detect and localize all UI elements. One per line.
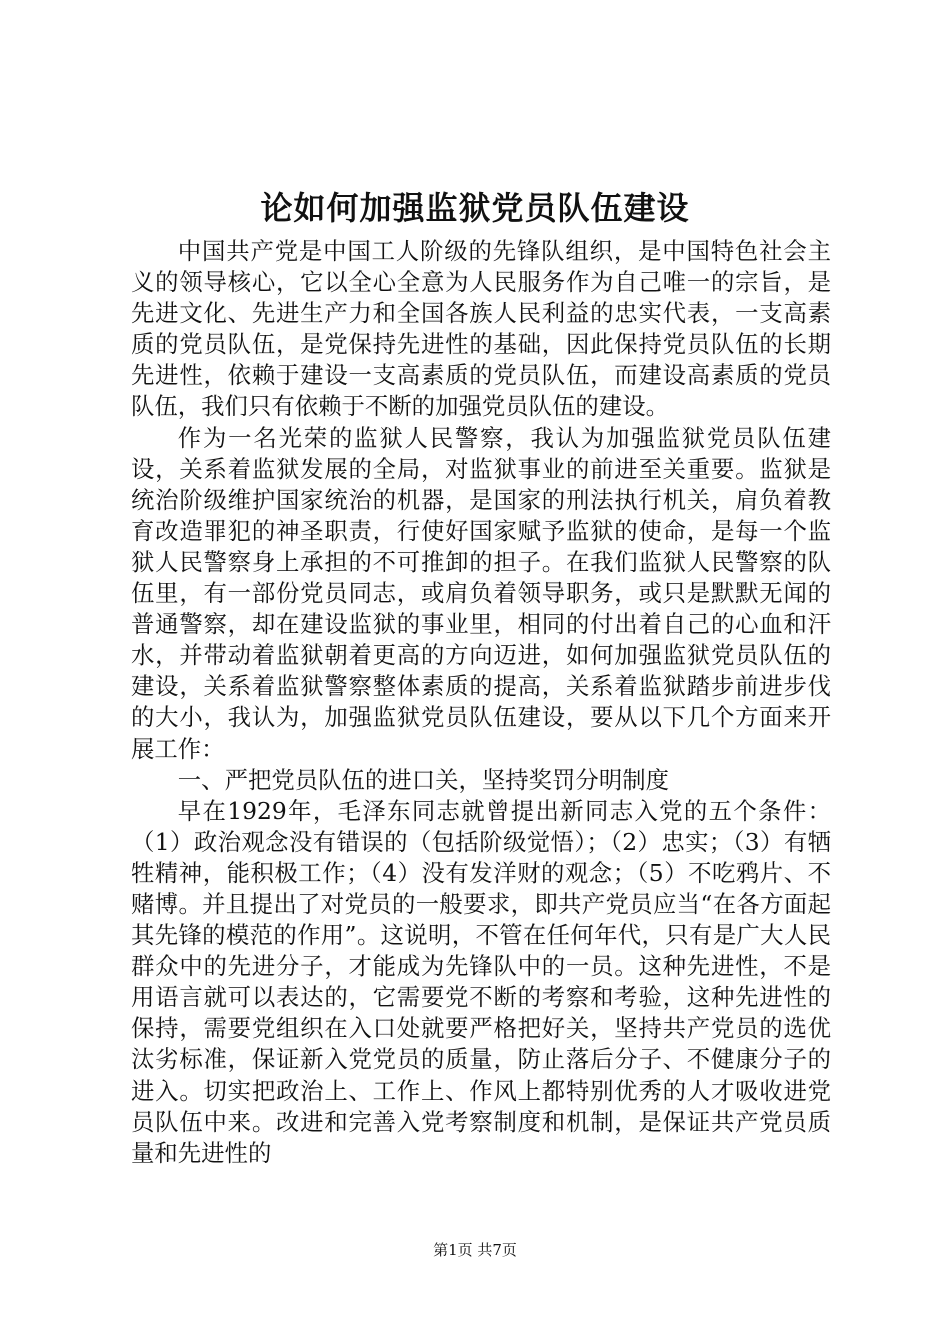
document-body bbox=[131, 236, 831, 1169]
paragraph-prison-police: 作为一名光荣的监狱人民警察，我认为加强监狱党员队伍建设，关系着监狱发展的全局，对监狱事业的前进至关重要。监狱是统治阶级维护国家统治的机器，是国家的刑法执行机关，肩负着教育改造罪犯的神圣职责，行使好国家赋予监狱的使命，是每一个监狱人民警察身上承担的不可推卸的担子。在我们监狱人民警察的队伍里，有一部份党员同志，或肩负着领导职务，或只是默默无闻的普通警察，却在建设监狱的事业里，相同的付出着自己的心血和汗水，并带动着监狱朝着更高的方向迈进，如何加强监狱党员队伍的建设，关系着监狱警察整体素质的提高，关系着监狱踏步前进步伐的大小，我认为，加强监狱党员队伍建设，要从以下几个方面来开展工作： bbox=[131, 423, 831, 763]
document-title: 论如何加强监狱党员队伍建设 bbox=[260, 189, 690, 227]
page-number-footer: 第1页 共7页 bbox=[433, 1241, 517, 1259]
paragraph-section-1: 早在1929年，毛泽东同志就曾提出新同志入党的五个条件：（1）政治观念没有错误的（包括阶级觉悟）；（2）忠实；（3）有牺牲精神，能积极工作；（4）没有发洋财的观念；（5）不吃鸦片、不赌博。并且提出了对党员的一般要求，即共产党员应当“在各方面起其先锋的模范的作用”。这说明，不管在任何年代，只有是广大人民群众中的先进分子，才能成为先锋队中的一员。这种先进性，不是用语言就可以表达的，它需要党不断的考察和考验，这种先进性的保持，需要党组织在入口处就要严格把好关，坚持共产党员的选优汰劣标准，保证新入党党员的质量，防止落后分子、不健康分子的进入。切实把政治上、工作上、作风上都特别优秀的人才吸收进党员队伍中来。改进和完善入党考察制度和机制，是保证共产党员质量和先进性的 bbox=[131, 796, 831, 1167]
paragraph-intro: 中国共产党是中国工人阶级的先锋队组织，是中国特色社会主义的领导核心，它以全心全意为人民服务作为自己唯一的宗旨，是先进文化、先进生产力和全国各族人民利益的忠实代表，一支高素质的党员队伍，是党保持先进性的基础，因此保持党员队伍的长期先进性，依赖于建设一支高素质的党员队伍，而建设高素质的党员队伍，我们只有依赖于不断的加强党员队伍的建设。 bbox=[131, 237, 831, 421]
section-heading-1: 一、严把党员队伍的进口关，坚持奖罚分明制度 bbox=[177, 765, 669, 794]
